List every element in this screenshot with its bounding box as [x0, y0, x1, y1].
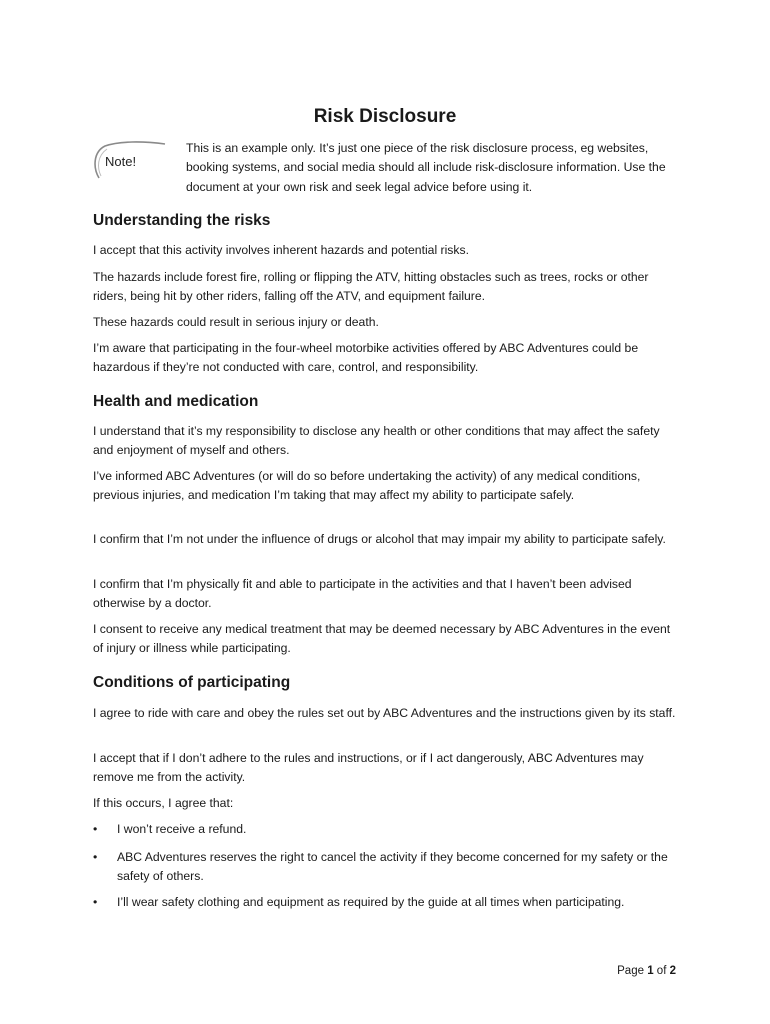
- note-text: This is an example only. It’s just one piece of the risk disclosure process, eg websites, booking systems, and social media should all include risk-disclosure information. Use the document at your own risk and seek legal advice before using it.: [186, 141, 666, 194]
- paragraph: I accept that if I don’t adhere to the rules and instructions, or if I act dangerously, ABC Adventures may remove me from the activity.: [93, 751, 644, 784]
- paragraph: I confirm that I’m physically fit and able to participate in the activities and that I haven’t been advised otherwise by a doctor.: [93, 577, 632, 610]
- paragraph: I accept that this activity involves inherent hazards and potential risks.: [93, 243, 469, 257]
- footer-page-word: Page: [617, 965, 644, 977]
- paragraph: I consent to receive any medical treatment that may be deemed necessary by ABC Adventures in the event of injury or illness while participating.: [93, 622, 671, 655]
- paragraph: I understand that it’s my responsibility to disclose any health or other conditions that may affect the safety and enjoyment of myself and others.: [93, 424, 660, 457]
- paragraph: If this occurs, I agree that:: [93, 796, 234, 810]
- section-heading: Conditions of participating: [93, 674, 291, 691]
- page-title: Risk Disclosure: [313, 106, 457, 127]
- footer-current-page: 1: [647, 965, 654, 977]
- footer-total-pages: 2: [669, 965, 676, 977]
- paragraph: I’m aware that participating in the four-wheel motorbike activities offered by ABC Adventures could be hazardous if they’re not conducted with care, control, and responsibility.: [93, 341, 639, 374]
- list-item-text: ABC Adventures reserves the right to cancel the activity if they become concerned for my safety or the safety of others.: [117, 850, 668, 883]
- footer-of-word: of: [656, 965, 667, 977]
- section-conditions-participating: [93, 674, 683, 909]
- note-callout: [91, 140, 171, 180]
- list-item-text: I won’t receive a refund.: [117, 822, 247, 836]
- section-understanding-risks: [93, 212, 683, 374]
- paragraph: I’ve informed ABC Adventures (or will do so before undertaking the activity) of any medical conditions, previous injuries, and medication I’m taking that may affect my ability to participate safely.: [93, 469, 641, 502]
- section-health-medication: [93, 393, 683, 655]
- page-number-footer: [617, 965, 676, 977]
- section-heading: Health and medication: [93, 393, 259, 410]
- list-item-text: I’ll wear safety clothing and equipment as required by the guide at all times when participating.: [117, 895, 625, 909]
- bullet-icon: •: [93, 822, 98, 836]
- bullet-icon: •: [93, 850, 98, 864]
- bullet-icon: •: [93, 895, 98, 909]
- paragraph: I agree to ride with care and obey the rules set out by ABC Adventures and the instructions given by its staff.: [93, 706, 676, 720]
- note-label: Note!: [105, 154, 137, 169]
- paragraph: The hazards include forest fire, rolling or flipping the ATV, hitting obstacles such as trees, rocks or other riders, being hit by other riders, falling off the ATV, and equipment failure.: [93, 270, 649, 303]
- paragraph: These hazards could result in serious injury or death.: [93, 315, 379, 329]
- paragraph: I confirm that I’m not under the influence of drugs or alcohol that may impair my ability to participate safely.: [93, 532, 666, 546]
- section-heading: Understanding the risks: [93, 212, 271, 229]
